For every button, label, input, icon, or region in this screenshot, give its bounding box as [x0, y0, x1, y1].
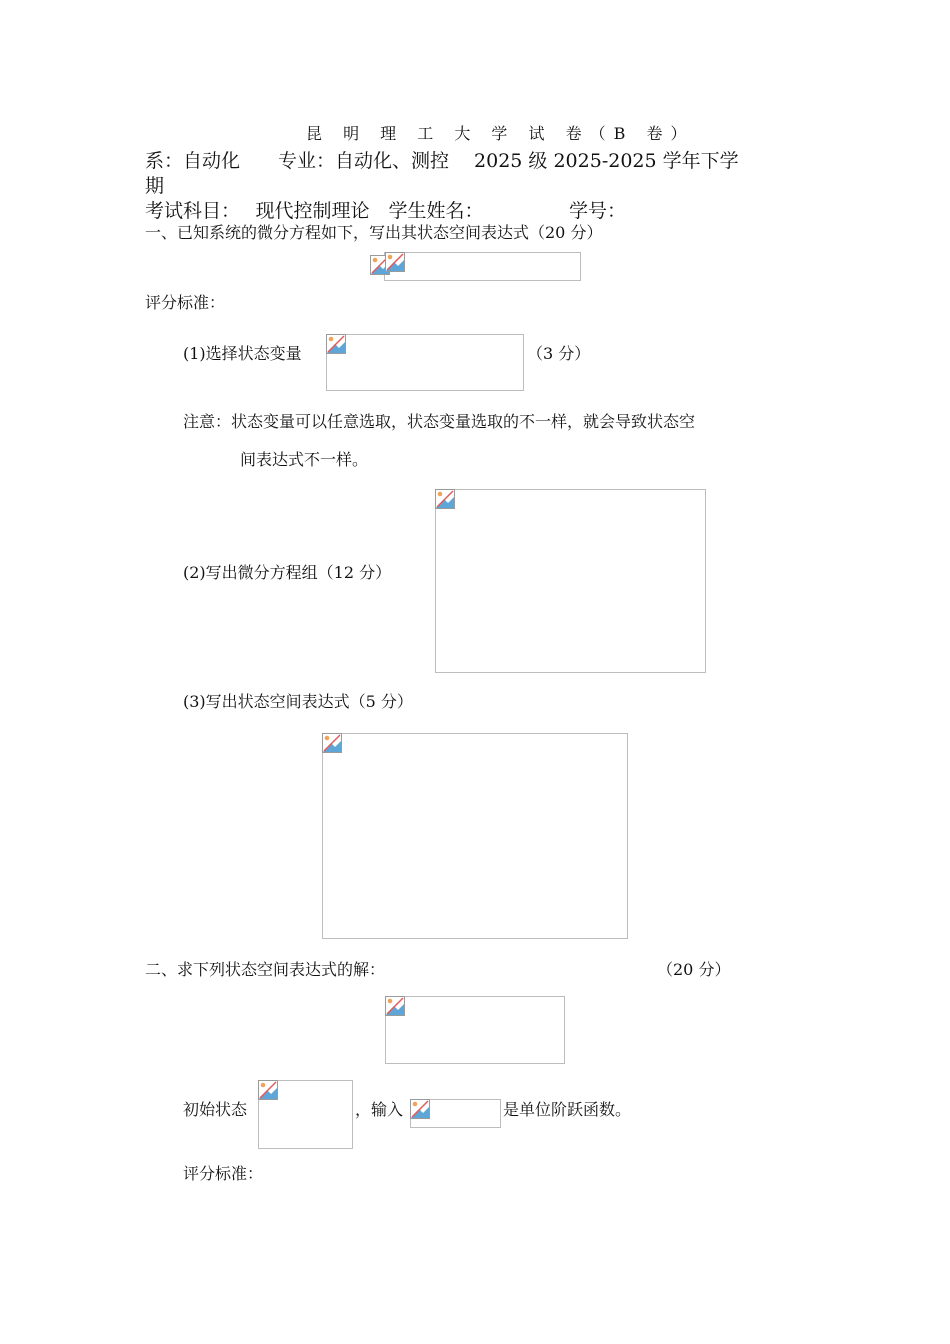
exam-info-department: 系：自动化 专业：自动化、测控 2025 级 2025-2025 学年下学 [145, 150, 739, 172]
state-variable-image [326, 334, 524, 391]
question-2-criteria-heading: 评分标准： [183, 1164, 264, 1183]
state-space-system-image [385, 996, 565, 1064]
exam-info-wrap: 期 [145, 175, 165, 197]
broken-image-icon [385, 996, 405, 1016]
note-line-1: 注意：状态变量可以任意选取，状态变量选取的不一样，就会导致状态空 [183, 412, 696, 431]
broken-image-icon [385, 252, 405, 272]
question-1-prompt: 一、已知系统的微分方程如下，写出其状态空间表达式（20 分） [145, 223, 603, 242]
broken-image-icon [322, 733, 342, 753]
exam-info-subject: 考试科目： 现代控制理论 学生姓名： 学号： [145, 200, 627, 222]
question-1-criteria-heading: 评分标准： [145, 293, 226, 312]
equation-system-image [435, 489, 706, 673]
step-3-label: (3)写出状态空间表达式（5 分） [183, 692, 413, 711]
step-2-label: (2)写出微分方程组（12 分） [183, 563, 392, 582]
input-label: ，输入 [355, 1100, 404, 1119]
broken-image-icon [326, 334, 346, 354]
exam-title: 昆 明 理 工 大 学 试 卷（B 卷） [306, 124, 695, 143]
broken-image-icon [258, 1080, 278, 1100]
state-space-expression-image [322, 733, 628, 939]
step-1-points: （3 分） [527, 344, 591, 363]
broken-image-icon [410, 1099, 430, 1119]
note-line-2: 间表达式不一样。 [240, 450, 369, 469]
step-1-label: (1)选择状态变量 [183, 344, 302, 363]
differential-equation-image [384, 252, 581, 281]
unit-step-description: 是单位阶跃函数。 [503, 1100, 632, 1119]
question-2-prompt: 二、求下列状态空间表达式的解： [145, 960, 386, 979]
broken-image-icon [435, 489, 455, 509]
question-2-points: （20 分） [657, 960, 731, 979]
initial-state-label: 初始状态 [183, 1100, 248, 1119]
